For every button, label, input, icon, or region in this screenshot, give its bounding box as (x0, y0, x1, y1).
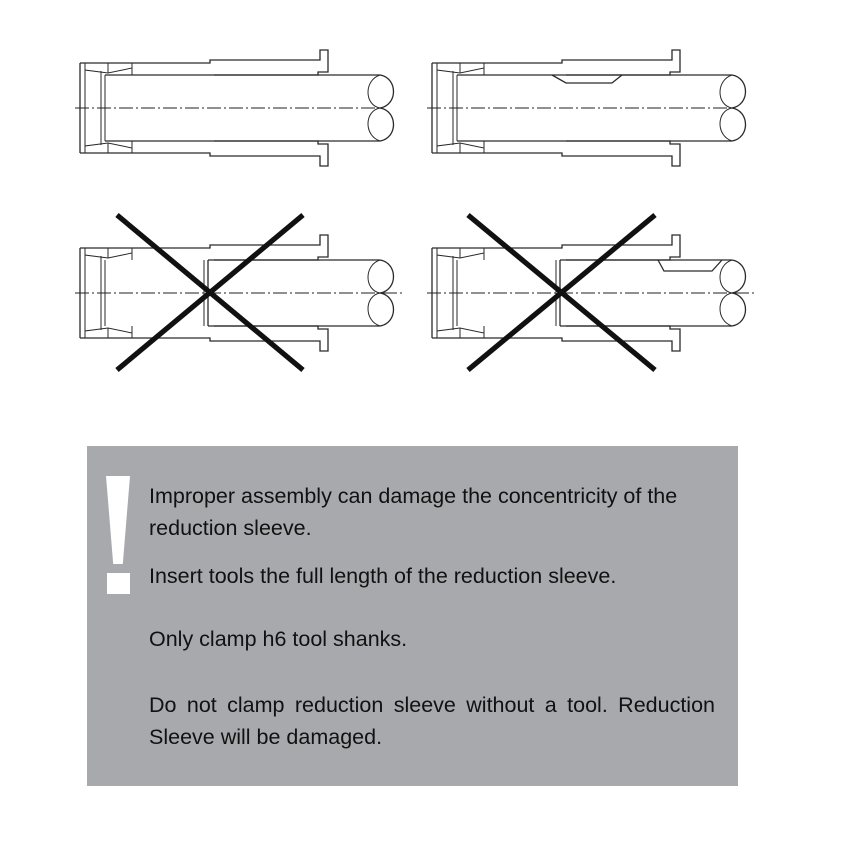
diagram-correct-1 (75, 50, 394, 166)
exclamation-dot (107, 573, 130, 594)
diagram-incorrect-2 (427, 235, 754, 351)
notice-paragraph: Improper assembly can damage the concentricity of the reduction sleeve. (149, 484, 678, 540)
notice-paragraph: Insert tools the full length of the reduction sleeve. (149, 564, 617, 588)
diagram-incorrect-1 (75, 235, 402, 351)
exclamation-icon (106, 476, 130, 564)
notice-paragraph: Only clamp h6 tool shanks. (149, 627, 408, 651)
notice-paragraph: Do not clamp reduction sleeve without a tool. Reduction Sleeve will be damaged. (149, 693, 715, 749)
warning-notice (87, 446, 738, 786)
assembly-diagrams (0, 0, 841, 400)
diagram-correct-2 (427, 50, 746, 166)
